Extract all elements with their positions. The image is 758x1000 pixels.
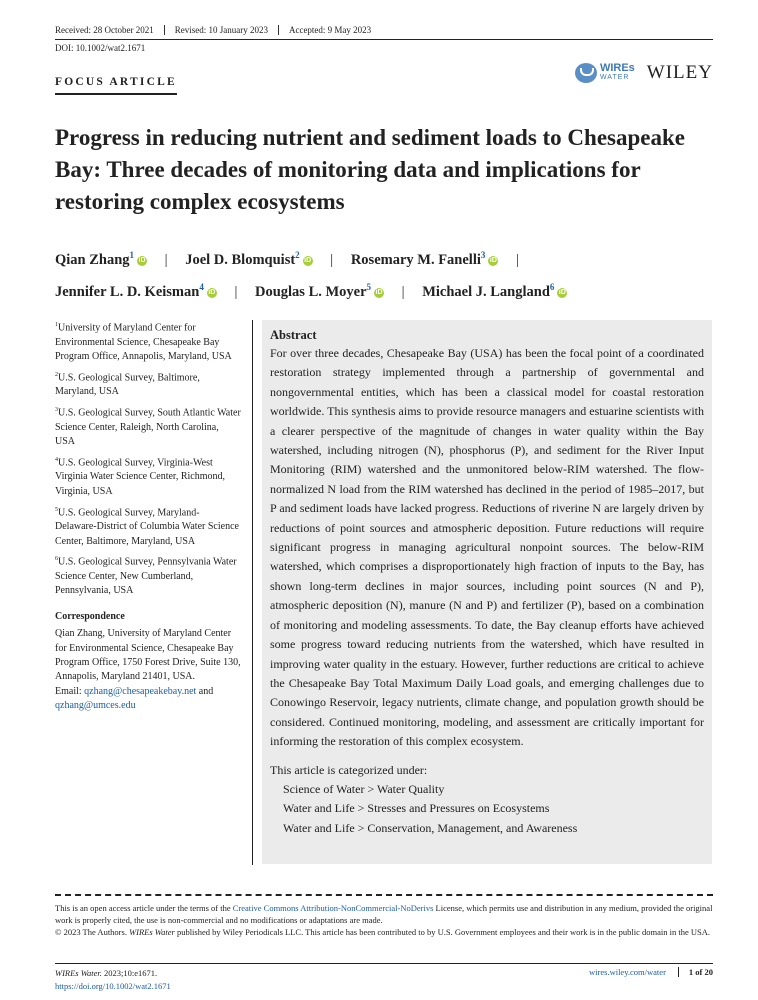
- orcid-icon[interactable]: iD: [375, 288, 383, 296]
- article-history-header: [55, 22, 713, 53]
- license-divider: [55, 894, 713, 896]
- abstract-box: [262, 320, 712, 864]
- license-notice: This is an open access article under the terms of the Creative Commons Attribution-NonCommercial-NoDerivs License, which permits use and distribution in any medium, provided the original work is properly cited, the use is non-commercial and no modifications or adaptations are made. © 2023 The Authors. WIREs Water published by Wiley Periodicals LLC. This article has been contributed to by U.S. Government employees and their work is in the public domain in the USA.: [55, 903, 713, 937]
- email-link[interactable]: qzhang@umces.edu: [55, 699, 136, 711]
- affiliation: $^5$U.S. Geological Survey, Maryland-Delaware-District of Columbia Water Science Center, Baltimore, Maryland, USA: [55, 506, 239, 547]
- page-number: 1 of 20: [678, 967, 713, 977]
- article-type-underline: [55, 93, 177, 95]
- affiliation-marker: 2: [295, 250, 300, 260]
- author-list: [55, 242, 715, 306]
- correspondence-heading: Correspondence: [55, 610, 125, 622]
- footer-rule: [55, 963, 713, 964]
- article-title: Progress in reducing nutrient and sediment loads to Chesapeake Bay: Three decades of monitoring data and implications for restoring complex ecosystems: [55, 125, 685, 214]
- category-item[interactable]: Water and Life > Conservation, Management, and Awareness: [283, 820, 578, 835]
- orcid-icon[interactable]: iD: [558, 288, 566, 296]
- affiliation-marker: 4: [199, 281, 204, 292]
- orcid-icon[interactable]: iD: [304, 256, 312, 264]
- wires-logo-subtext: WATER: [599, 74, 630, 81]
- doi-label: DOI: 10.1002/wat2.1671: [55, 43, 146, 53]
- cc-license-link[interactable]: Creative Commons Attribution-NonCommercial-NoDerivs: [232, 903, 434, 913]
- affiliation-marker: 6: [549, 281, 555, 292]
- article-type: FOCUS ARTICLE: [55, 76, 177, 88]
- author-separator: |: [234, 283, 238, 300]
- received-date: Received: 28 October 2021: [55, 25, 154, 35]
- wires-logo-text: WIREs: [599, 62, 635, 74]
- author-separator: |: [330, 251, 334, 268]
- author-name[interactable]: Joel D. Blomquist: [185, 251, 296, 268]
- abstract-heading: Abstract: [270, 328, 317, 342]
- affiliation: $^2$U.S. Geological Survey, Baltimore, Maryland, USA: [55, 371, 200, 398]
- citation-footer: WIREs Water. 2023;10:e1671. https://doi.org/10.1002/wat2.1671: [55, 968, 171, 991]
- author-separator: |: [164, 251, 168, 268]
- doi-link[interactable]: https://doi.org/10.1002/wat2.1671: [55, 981, 171, 991]
- affiliations-column: [55, 318, 241, 717]
- affiliation: $^1$University of Maryland Center for Environmental Science, Chesapeake Bay Program Office, Annapolis, Maryland, USA: [55, 322, 232, 362]
- header-rule: [55, 39, 713, 40]
- wires-water-logo: [575, 63, 635, 83]
- publisher-logos: [575, 62, 713, 84]
- revised-date: Revised: 10 January 2023: [164, 25, 278, 35]
- author-name[interactable]: Douglas L. Moyer: [254, 283, 367, 300]
- category-item[interactable]: Water and Life > Stresses and Pressures on Ecosystems: [283, 801, 550, 816]
- author-name[interactable]: Michael J. Langland: [422, 283, 550, 300]
- email-link[interactable]: qzhang@chesapeakebay.net: [84, 685, 197, 697]
- category-item[interactable]: Science of Water > Water Quality: [283, 781, 445, 796]
- abstract-body: For over three decades, Chesapeake Bay (USA) has been the focal point of a coordinated restoration strategy implemented through a partnership of governmental and nongovernmental entities, which has been a classical model for coastal restoration worldwide. This synthesis aims to provide resource managers and estuarine scientists with a clearer perspective of the magnitude of changes in water quality within the Bay watershed, including nitrogen (N), phosphorus (P), and sediment for the River Input Monitoring (RIM) watershed and the unmonitored below-RIM watershed. The flow-normalized N load from the RIM watershed has declined in the period of 1985–2017, but P and sediment loads have lacked progress. Reductions of riverine N are largely driven by reductions of point sources and atmospheric deposition. Future reductions will require significant progress in managing agricultural nonpoint sources. The below-RIM watershed, which comprises a disproportionately high fraction of inputs to the Bay, has shown long-term declines in major sources, including point sources (N and P), atmospheric deposition (N), manure (N and P) and fertilizer (P), based on a combination of monitoring and modeling assessments. To date, the Bay cleanup efforts have achieved some progress toward reducing nutrients from the watershed, which have resulted in improving water quality in the estuary. However, further reductions are critical to achieve the Chesapeake Bay Total Maximum Daily Load goals, and emerging challenges due to Conowingo Reservoir, legacy nutrients, climate change, and population growth should be considered. Continued monitoring, modeling, and assessment are critically important for informing the restoration of this complex ecosystem.: [270, 346, 704, 749]
- affiliation: $^6$U.S. Geological Survey, Pennsylvania Water Science Center, New Cumberland, Pennsylvania, USA: [55, 556, 237, 597]
- affiliation: $^4$U.S. Geological Survey, Virginia-West Virginia Water Science Center, Richmond, Virginia, USA: [55, 456, 225, 497]
- correspondence-text: Qian Zhang, University of Maryland Center for Environmental Science, Chesapeake Bay Program Office, 1750 Forest Drive, Suite 130, Annapolis, Maryland 21401, USA. Email: qzhang@chesapeakebay.net and qzhang@umces.edu: [55, 628, 241, 711]
- orcid-icon[interactable]: iD: [208, 288, 216, 296]
- journal-name: WIREs Water.: [55, 968, 102, 978]
- author-name[interactable]: Jennifer L. D. Keisman: [55, 283, 200, 300]
- wiley-logo: WILEY: [646, 62, 713, 83]
- affiliation-marker: 3: [480, 250, 486, 260]
- page-footer-right: [589, 967, 713, 977]
- author-separator: |: [516, 251, 519, 268]
- wires-wave-icon: [575, 63, 597, 83]
- affiliation-marker: 5: [366, 281, 372, 292]
- column-divider: [252, 320, 253, 865]
- author-name[interactable]: Rosemary M. Fanelli: [350, 251, 481, 268]
- author-name[interactable]: Qian Zhang: [55, 251, 130, 268]
- orcid-icon[interactable]: iD: [489, 256, 497, 264]
- orcid-icon[interactable]: iD: [138, 256, 146, 264]
- accepted-date: Accepted: 9 May 2023: [278, 25, 381, 35]
- affiliation: $^3$U.S. Geological Survey, South Atlantic Water Science Center, Raleigh, North Carolina, USA: [55, 407, 241, 448]
- categories-intro: This article is categorized under:: [270, 762, 428, 777]
- author-separator: |: [401, 283, 405, 300]
- affiliation-marker: 1: [129, 250, 135, 260]
- journal-site-link[interactable]: wires.wiley.com/water: [589, 967, 666, 977]
